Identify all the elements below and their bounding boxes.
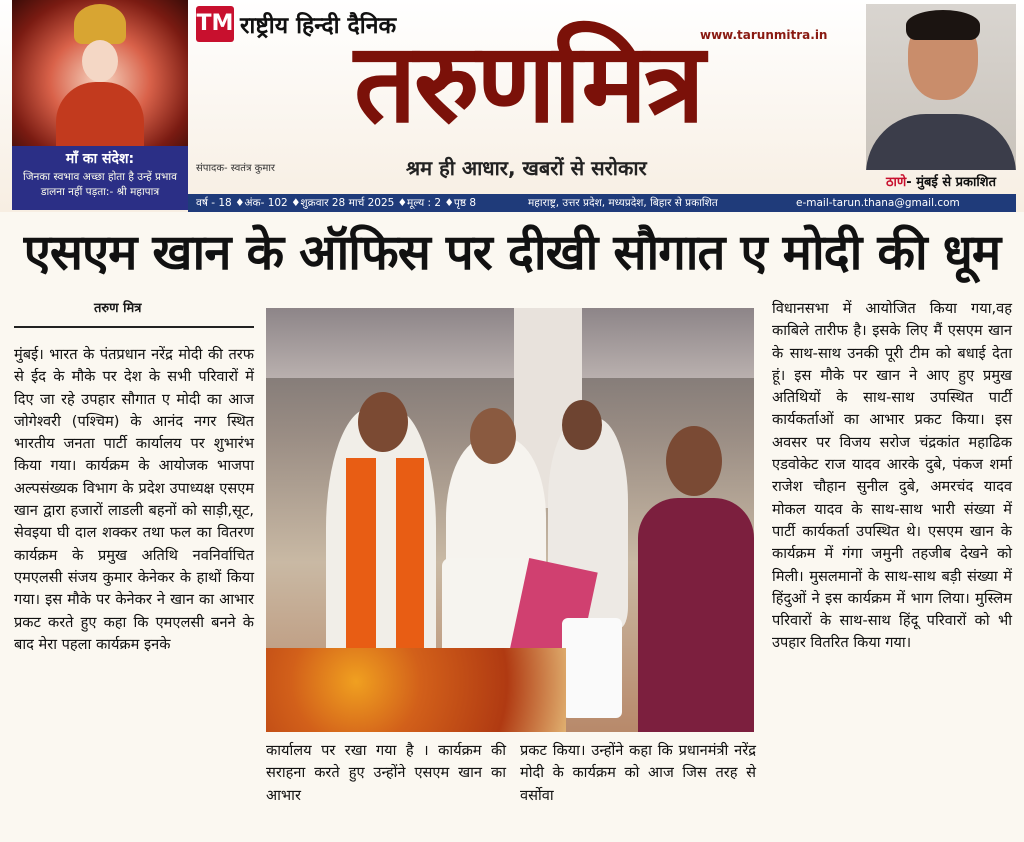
sandesh-title: माँ का संदेश:: [65, 151, 135, 167]
issue-info: वर्ष - 18 ♦अंक- 102 ♦शुक्रवार 28 मार्च 2025 ♦मूल्य : 2 ♦पृष्ठ 8: [196, 197, 477, 209]
thane-label: ठाणे: [885, 175, 907, 190]
photo-flowers: [266, 648, 566, 732]
article-headline: एसएम खान के ऑफिस पर दीखी सौगात ए मोदी की धूम: [23, 224, 1001, 281]
states-info: महाराष्ट्र, उत्तर प्रदेश, मध्यप्रदेश, बिहार से प्रकाशित: [528, 197, 718, 209]
tagline: श्रम ही आधार, खबरों से सरोकार: [406, 156, 647, 180]
portrait-hair: [906, 10, 980, 40]
photo-ceiling: [266, 308, 754, 378]
rashtriya-label: राष्ट्रीय हिन्दी दैनिक: [240, 13, 397, 39]
masthead: [0, 0, 1024, 212]
byline-divider: [14, 326, 254, 328]
article-column-2: [266, 740, 506, 807]
article-column-3: [520, 740, 756, 807]
photo-person-left-head: [358, 392, 408, 452]
article-column-4: [772, 298, 1012, 655]
column-1-text: मुंबई। भारत के पंतप्रधान नरेंद्र मोदी की तरफ से ईद के मौके पर देश के सभी परिवारों में दिए जा रहे उपहार सौगात ए मोदी का आज जोगेश्वरी (पश्चिम) के आनंद नगर स्थित भारतीय जनता पार्टी कार्यालय पर शुभारंभ किया गया। कार्यक्रम के आयोजक भाजपा अल्पसंख्यक विभाग के प्रदेश उपाध्यक्ष एसएम खान द्वारा हजारों लाडली बहनों को साड़ी,सूट, सेवइया घी दाल शक्कर तथा फल का वितरण कार्यक्रम के प्रमुख अतिथि नवनिर्वाचित एमएलसी संजय कुमार केनेकर के हाथों किया गया। इस मौके पर केनेकर ने खान का आभार प्रकट करते हुए कहा कि एमएलसी बनने के बाद मेरा पहला कार्यक्रम इनके: [14, 346, 254, 653]
paper-name: तरुणमित्र: [354, 18, 702, 147]
publication-place: [866, 172, 1016, 194]
deity-image: [12, 0, 188, 146]
article-byline: तरुण मित्र: [94, 301, 142, 316]
photo-stole-left-2: [396, 458, 424, 658]
portrait-image: [866, 4, 1016, 170]
email-info[interactable]: e-mail-tarun.thana@gmail.com: [796, 197, 960, 209]
photo-woman-sari: [638, 498, 754, 732]
photo-woman-head: [666, 426, 722, 496]
mumbai-label: - मुंबई से प्रकाशित: [906, 175, 997, 190]
tm-logo: TM: [196, 6, 234, 42]
column-2-text: कार्यालय पर रखा गया है । कार्यक्रम की सराहना करते हुए उन्होंने एसएम खान का आभार: [266, 742, 506, 804]
deity-crown: [74, 4, 126, 44]
sandesh-text: जिनका स्वभाव अच्छा होता है उन्हें प्रभाव डालना नहीं पड़ता:- श्री महापात्र: [23, 171, 177, 198]
photo-person-right-man-head: [562, 400, 602, 450]
editor-label: संपादक- स्वतंत्र कुमार: [196, 163, 275, 174]
photo-stole-left: [346, 458, 376, 658]
article-photo: [266, 308, 754, 732]
column-3-text: प्रकट किया। उन्होंने कहा कि प्रधानमंत्री नरेंद्र मोदी के कार्यक्रम को आज जिस तरह से वर्सोवा: [520, 742, 756, 804]
photo-person-center-head: [470, 408, 516, 464]
deity-face: [82, 40, 118, 82]
deity-body: [56, 82, 144, 146]
website-link[interactable]: www.tarunmitra.in: [700, 28, 828, 42]
column-4-text: विधानसभा में आयोजित किया गया,वह काबिले तारीफ है। इसके लिए मैं एसएम खान के साथ-साथ उनकी पूरी टीम को बधाई देता हूं। इस मौके पर खान ने आए हुए प्रमुख अतिथियों के साथ-साथ उपस्थित पार्टी कार्यकर्ताओं का आभार प्रकट किया। इस अवसर पर विजय सरोज चंद्रकांत महाढिक एडवोकेट राज यादव आरके दुबे, पंकज शर्मा राजेश चौहान सुनील दुबे, अमरचंद यादव मोकल यादव के साथ-साथ भारी संख्या में पार्टी कार्यकर्ता उपस्थित थे। एसएम खान के कार्यक्रम में गंगा जमुनी तहजीब देखने को मिली। मुसलमानों के साथ-साथ बड़ी संख्या में हिंदुओं ने इस कार्यक्रम में भाग लिया। मुस्लिम परिवारों के साथ-साथ हिंदू परिवारों को भी उपहार वितरित किया गया।: [772, 300, 1012, 652]
sandesh-box: [12, 146, 188, 210]
article-column-1: [14, 344, 254, 656]
portrait-suit: [866, 114, 1016, 170]
info-bar: [188, 194, 1016, 212]
photo-gift-bag-2: [562, 618, 622, 718]
